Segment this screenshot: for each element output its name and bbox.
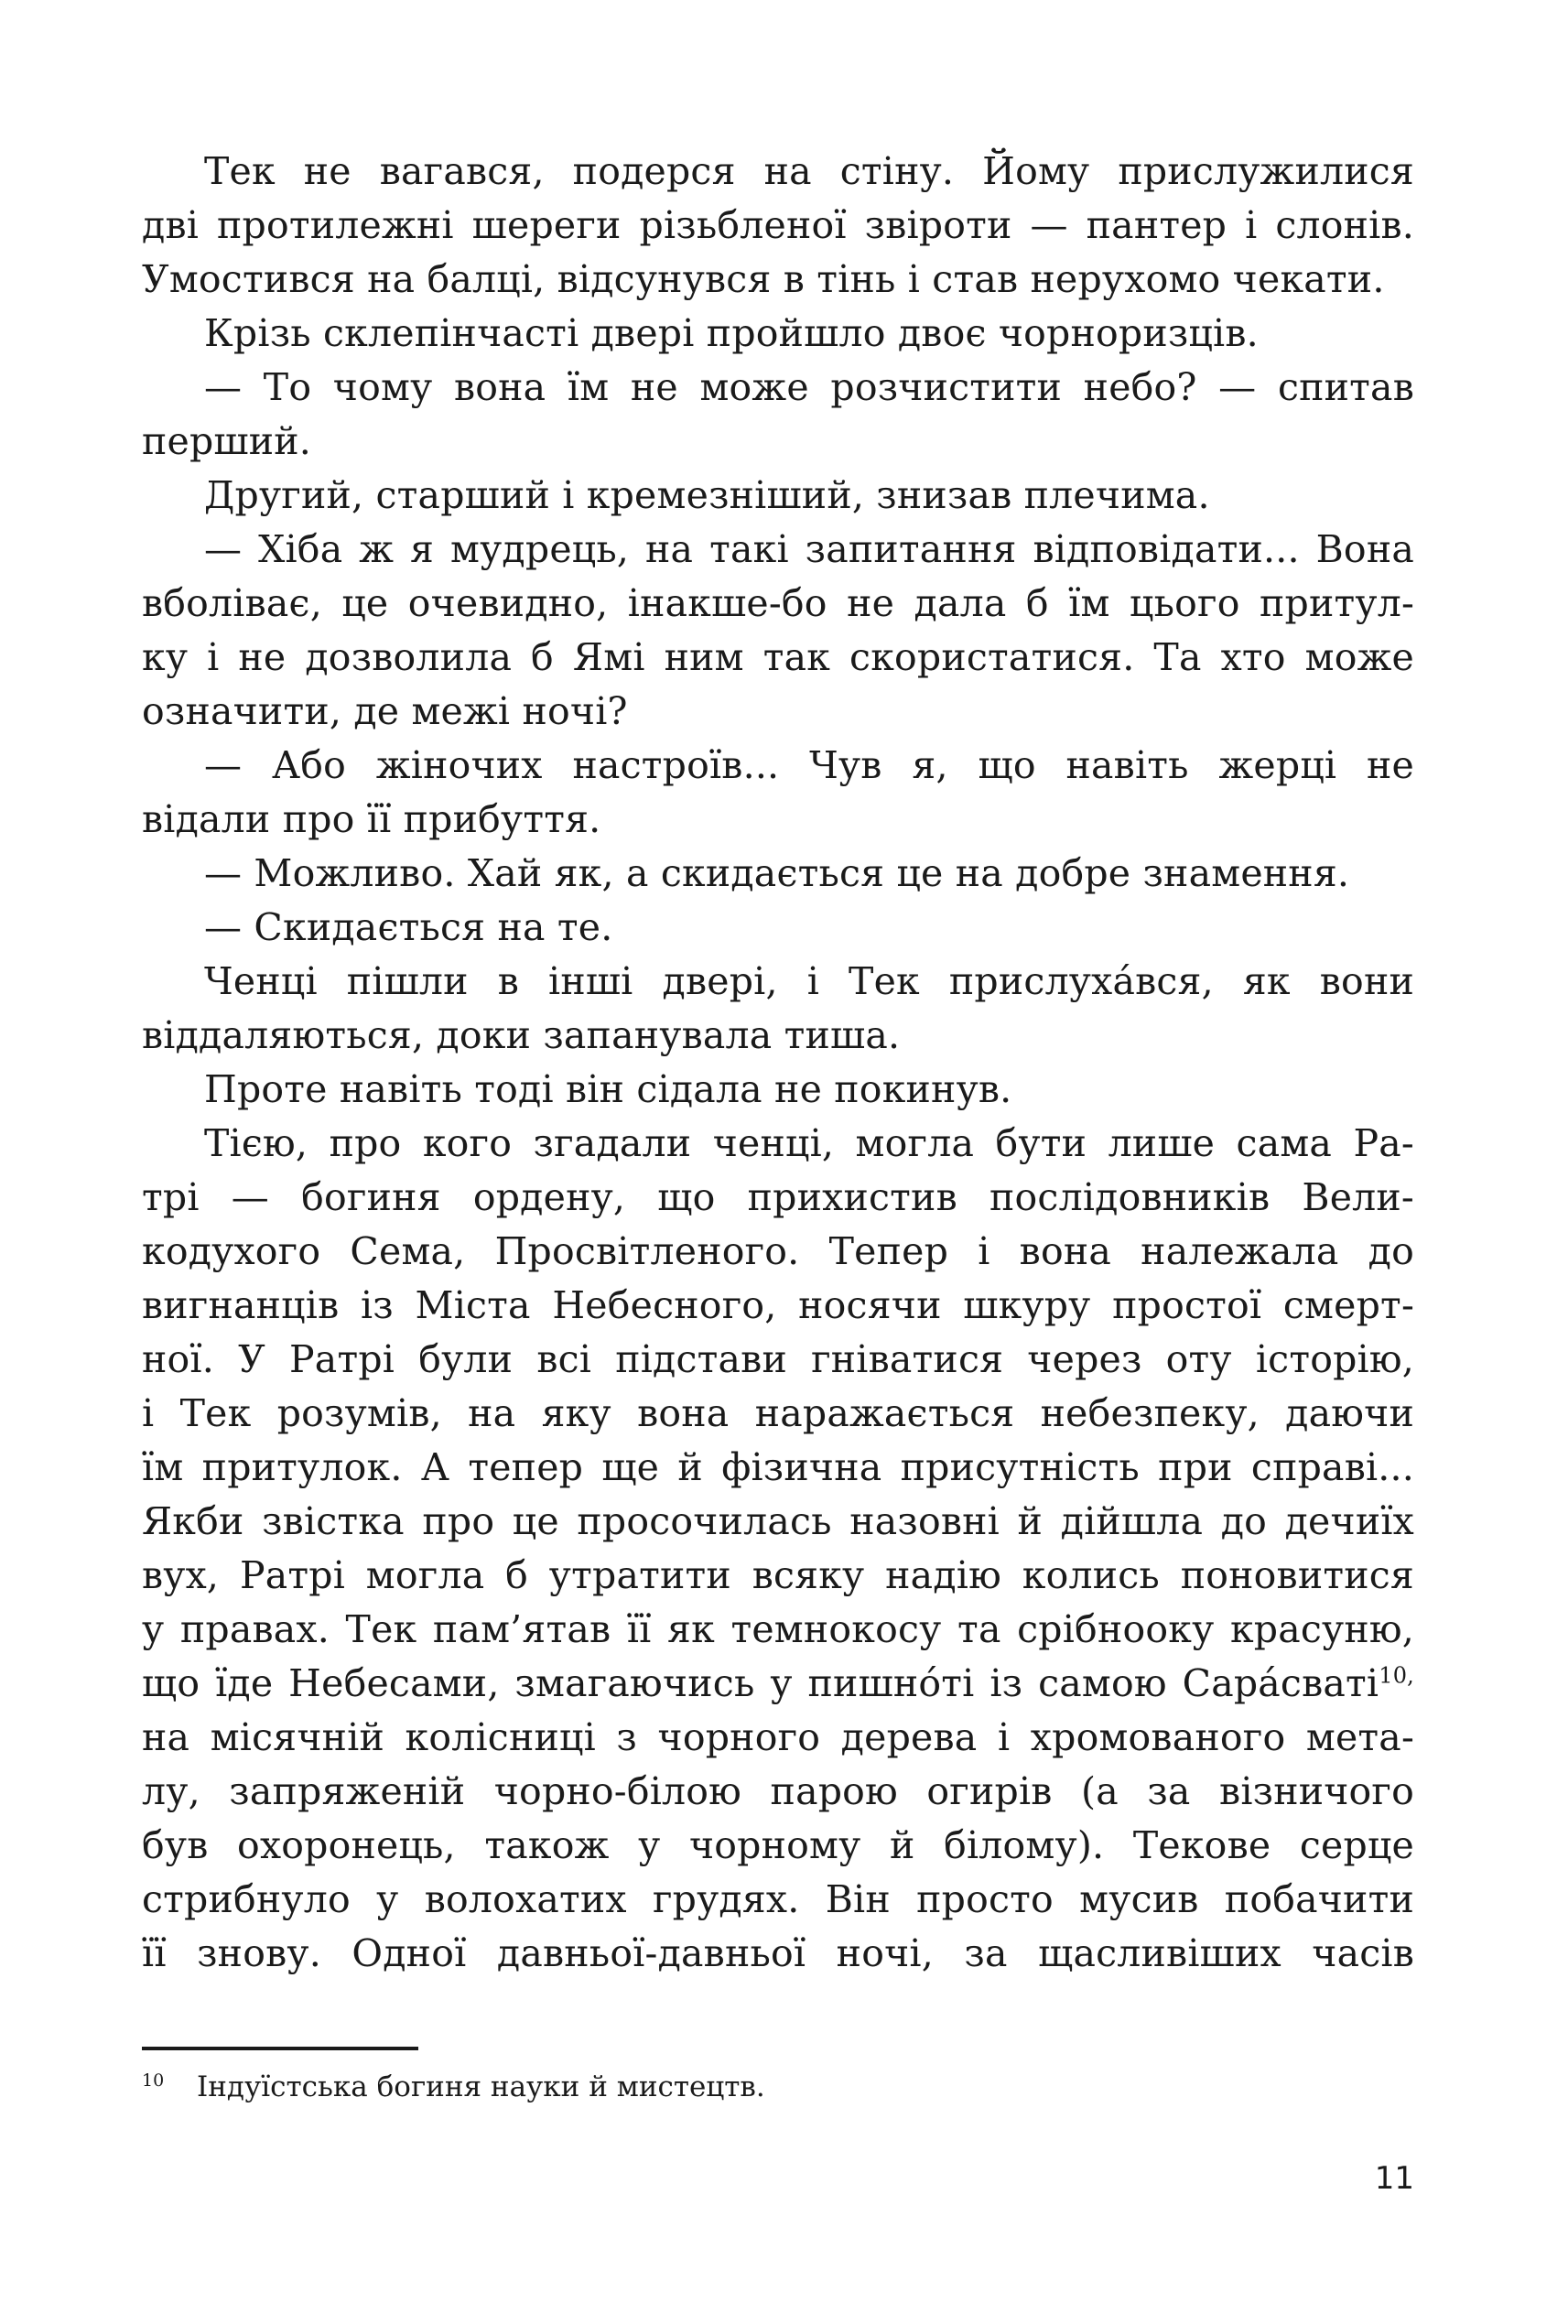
text-line (142, 1117, 1414, 1171)
text-line-content: їм притулок. А тепер ще й фізична присутність при справі... (142, 1445, 1414, 1489)
text-line-content: Тією, про кого згадали ченці, могла бути лише сама Ра- (204, 1121, 1414, 1165)
text-line (142, 739, 1414, 793)
text-line-content: Другий, старший і кремезніший, знизав плечима. (204, 473, 1210, 517)
text-line-content: перший. (142, 419, 312, 463)
text-line-content: і Тек розумів, на яку вона наражається небезпеку, даючи (142, 1391, 1414, 1435)
text-line (142, 145, 1414, 199)
text-line-content: трі — богиня ордену, що прихистив послідовників Вели- (142, 1175, 1414, 1219)
text-line-content: вболіває, це очевидно, інакше-бо не дала б їм цього притул- (142, 581, 1414, 625)
text-line-content: Ченці пішли в інші двері, і Тек прислухáвся, як вони (204, 959, 1414, 1003)
text-line (142, 1063, 1414, 1117)
text-line (142, 415, 1414, 469)
text-line-content: — Або жіночих настроїв... Чув я, що навіть жерці не (204, 743, 1414, 787)
text-line-content: Якби звістка про це просочилась назовні й дійшла до дечиїх (142, 1499, 1414, 1543)
text-line (142, 901, 1414, 955)
text-line (142, 469, 1414, 523)
text-line-content: вух, Ратрі могла б утратити всяку надію колись поновитися (142, 1553, 1414, 1597)
text-line-content: — Скидається на те. (204, 905, 613, 949)
text-line (142, 685, 1414, 739)
text-line (142, 1819, 1414, 1873)
text-line-content: Умостився на балці, відсунувся в тінь і став нерухомо чекати. (142, 257, 1385, 301)
page-number: 11 (1374, 2160, 1414, 2197)
text-line-content: ної. У Ратрі були всі підстави гніватися через оту історію, (142, 1337, 1414, 1381)
text-line-content: означити, де межі ночі? (142, 689, 628, 733)
text-line (142, 1171, 1414, 1225)
text-line (142, 577, 1414, 631)
text-line (142, 1009, 1414, 1063)
text-line-content: — То чому вона їм не може розчистити небо? — спитав (204, 365, 1414, 409)
text-line-content: ку і не дозволила б Ямі ним так скористатися. Та хто може (142, 635, 1414, 679)
text-line (142, 523, 1414, 577)
footnote-divider (142, 2047, 418, 2050)
text-line (142, 199, 1414, 253)
text-line (142, 631, 1414, 685)
text-line (142, 1225, 1414, 1279)
text-line-content: був охоронець, також у чорному й білому). Текове серце (142, 1823, 1414, 1867)
text-line-content: вигнанців із Міста Небесного, носячи шкуру простої смерт- (142, 1283, 1414, 1327)
text-line (142, 1657, 1414, 1711)
text-line-content: її знову. Одної давньої-давньої ночі, за щасливіших часів (142, 1931, 1414, 1975)
text-line (142, 1711, 1414, 1765)
text-line-content: стрибнуло у волохатих грудях. Він просто мусив побачити (142, 1877, 1414, 1921)
text-line (142, 1765, 1414, 1819)
text-line (142, 1495, 1414, 1549)
text-line (142, 361, 1414, 415)
text-line (142, 1333, 1414, 1387)
text-line (142, 1279, 1414, 1333)
text-line-content: лу, запряженій чорно-білою парою огирів (а за візничого (142, 1769, 1414, 1813)
text-line-content: — Можливо. Хай як, а скидається це на добре знамення. (204, 851, 1350, 895)
text-line (142, 955, 1414, 1009)
footnote-reference: 10, (1379, 1662, 1414, 1689)
text-line (142, 1441, 1414, 1495)
body-text (142, 145, 1414, 1981)
text-line-content: кодухого Сема, Просвітленого. Тепер і вона належала до (142, 1229, 1414, 1273)
footnote-text: Індуїстська богиня науки й мистецтв. (197, 2070, 765, 2103)
footnote: 10 Індуїстська богиня науки й мистецтв. (142, 2070, 765, 2103)
text-line (142, 847, 1414, 901)
text-line-content: — Хіба ж я мудрець, на такі запитання відповідати... Вона (204, 527, 1414, 571)
text-line-content: що їде Небесами, змагаючись у пишнóті із самою Сарáсваті (142, 1661, 1379, 1705)
text-line (142, 1873, 1414, 1927)
text-line-content: дві протилежні шереги різьбленої звіроти — пантер і слонів. (142, 203, 1414, 247)
text-line (142, 793, 1414, 847)
text-line-content: віддаляються, доки запанувала тиша. (142, 1013, 901, 1057)
text-line-content: Тек не вагався, подерся на стіну. Йому прислужилися (204, 149, 1414, 193)
text-line-content: у правах. Тек пам’ятав її як темнокосу та срібнооку красуню, (142, 1607, 1414, 1651)
text-line-content: на місячній колісниці з чорного дерева і хромованого мета- (142, 1715, 1414, 1759)
text-line (142, 1927, 1414, 1981)
text-line (142, 1603, 1414, 1657)
text-line (142, 307, 1414, 361)
text-line-content: Проте навіть тоді він сідала не покинув. (204, 1067, 1012, 1111)
text-line (142, 253, 1414, 307)
text-line-content: відали про її прибуття. (142, 797, 601, 841)
text-line-content: Крізь склепінчасті двері пройшло двоє чорноризців. (204, 311, 1259, 355)
text-line (142, 1387, 1414, 1441)
text-line (142, 1549, 1414, 1603)
